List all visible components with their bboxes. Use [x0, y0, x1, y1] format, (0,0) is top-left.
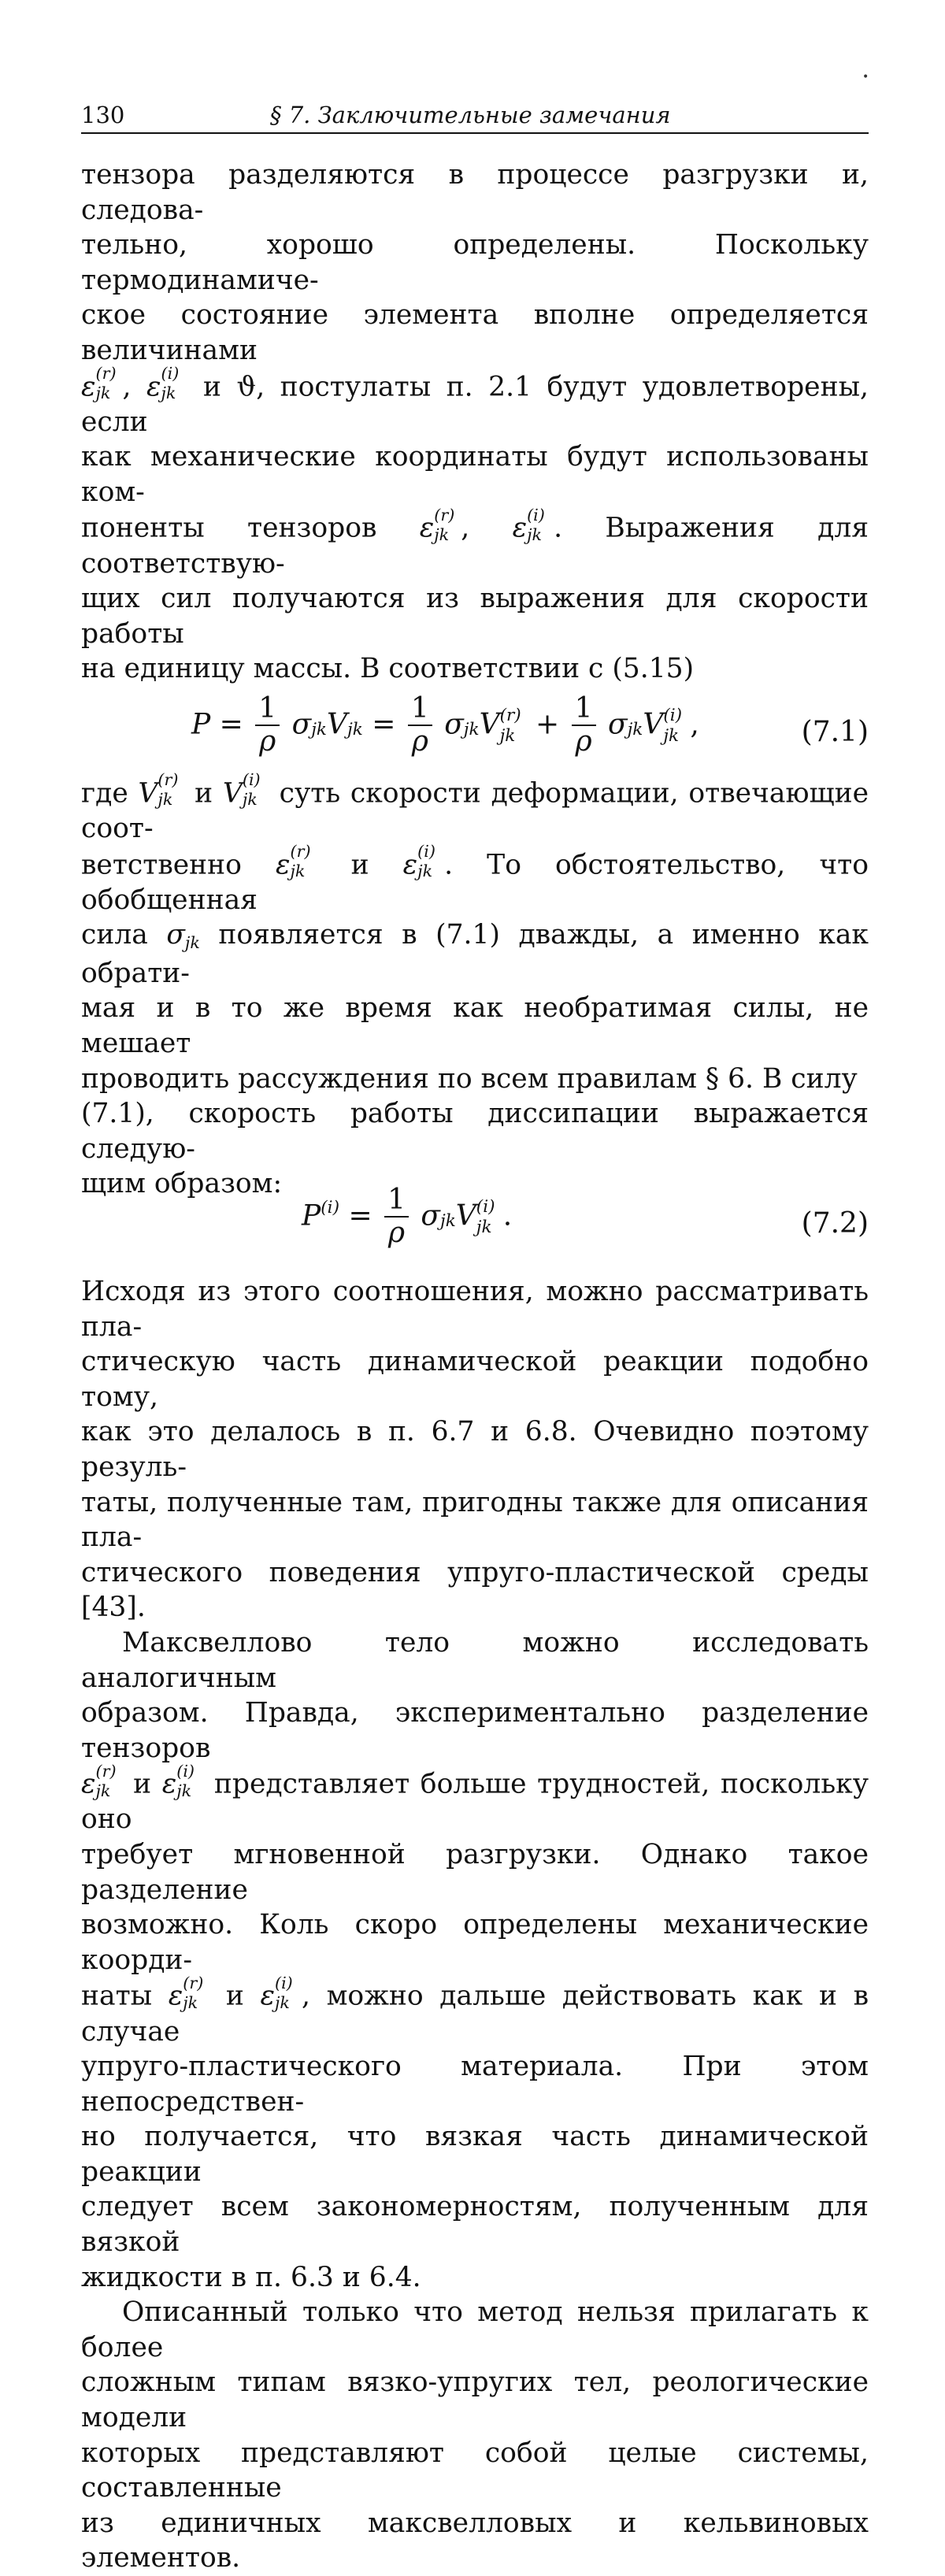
paragraph [81, 2295, 869, 2576]
fraction: 1 ρ [572, 693, 596, 758]
text-line: наты ε (r) jk и ε (i) jk , можно дальше действовать как и в случае [81, 1977, 869, 2049]
text-line: Описанный только что метод нельзя прилагать к более [81, 2295, 869, 2365]
text-line: Максвеллово тело можно исследовать аналогичным [81, 1625, 869, 1696]
epsilon-symbol: ε [146, 371, 161, 402]
running-title: § 7. Заключительные замечания [270, 101, 671, 129]
text-line: жидкости в п. 6.3 и 6.4. [81, 2260, 869, 2296]
text-line: тельно, хорошо определены. Поскольку термодинамиче- [81, 228, 869, 298]
text-line: Исходя из этого соотношения, можно рассматривать пла- [81, 1274, 869, 1344]
index-pair: (i) jk [161, 369, 188, 396]
equation-number: (7.2) [802, 1206, 869, 1242]
text-line: тензора разделяются в процессе разгрузки и, следова- [81, 158, 869, 228]
text-line: образом. Правда, экспериментально разделение тензоров [81, 1696, 869, 1766]
text-line: как это делалось в п. 6.7 и 6.8. Очевидно поэтому резуль- [81, 1414, 869, 1484]
text-line: проводить рассуждения по всем правилам § 6. В силу [81, 1062, 869, 1097]
text-line: но получается, что вязкая часть динамической реакции [81, 2119, 869, 2189]
text-line: требует мгновенной разгрузки. Однако такое разделение [81, 1837, 869, 1907]
text-line: щих сил получаются из выражения для скорости работы [81, 581, 869, 651]
text-line: из единичных максвелловых и кельвиновых элементов. [81, 2506, 869, 2576]
page-number: 130 [81, 101, 124, 129]
header-rule [81, 132, 869, 134]
text-line: ское состояние элемента вполне определяется величинами [81, 298, 869, 368]
scan-mark: • [862, 71, 869, 83]
equation-body: P = 1 ρ σjkVjk = 1 ρ σjkV (r) jk + 1 ρ σjkV (i) jk , [191, 693, 699, 758]
text-line: щим образом: [81, 1166, 869, 1202]
book-page [0, 0, 945, 1496]
text-line: сложным типам вязко-упругих тел, реологические модели [81, 2365, 869, 2435]
text-line: мая и в то же время как необратимая силы, не мешает [81, 991, 869, 1061]
text-line: стическую часть динамической реакции подобно тому, [81, 1344, 869, 1414]
text-line: сила σjk появляется в (7.1) дважды, а именно как обрати- [81, 917, 869, 991]
epsilon-symbol: ε [420, 513, 435, 544]
paragraph [81, 1625, 869, 2295]
fraction: 1 ρ [408, 693, 432, 758]
epsilon-symbol: ε [513, 513, 528, 544]
index-pair: (r) jk [434, 510, 461, 537]
equation-7-1 [81, 687, 869, 775]
text-line: (7.1), скорость работы диссипации выражается следую- [81, 1096, 869, 1166]
paragraph [81, 158, 869, 687]
text-line: ε (r) jk , ε (i) jk и ϑ, постулаты п. 2.1 будут удовлетворены, если [81, 369, 869, 440]
text-line: ветственно ε (r) jk и ε (i) jk . То обстоятельство, что обобщенная [81, 847, 869, 918]
equation-7-2 [81, 1178, 869, 1257]
text-line: как механические координаты будут использованы ком- [81, 439, 869, 510]
text-line: возможно. Коль скоро определены механические коорди- [81, 1907, 869, 1977]
text-line: упруго-пластического материала. При этом непосредствен- [81, 2049, 869, 2119]
equation-number: (7.1) [802, 715, 869, 751]
text-line: которых представляют собой целые системы, составленные [81, 2436, 869, 2506]
page-body [81, 158, 869, 2576]
text-line: стического поведения упруго-пластической среды [43]. [81, 1555, 869, 1625]
text-line: таты, полученные там, пригодны также для описания пла- [81, 1485, 869, 1555]
text-line: ε (r) jk и ε (i) jk представляет больше трудностей, поскольку оно [81, 1766, 869, 1837]
text-line: поненты тензоров ε (r) jk , ε (i) jk . Выражения для соответствую- [81, 510, 869, 581]
text-line: следует всем закономерностям, полученным для вязкой [81, 2189, 869, 2259]
page-header [81, 101, 869, 129]
epsilon-symbol: ε [81, 371, 96, 402]
index-pair: (r) jk [96, 369, 123, 396]
index-pair: (i) jk [527, 510, 554, 537]
fraction: 1 ρ [384, 1184, 409, 1249]
text-line: где V (r) jk и V (i) jk суть скорости деформации, отвечающие соот- [81, 775, 869, 847]
equation-body: P(i) = 1 ρ σjkV (i) jk . [302, 1184, 512, 1249]
fraction: 1 ρ [255, 693, 280, 758]
paragraph [81, 1274, 869, 1625]
text-line: на единицу массы. В соответствии с (5.15) [81, 651, 869, 687]
paragraph [81, 775, 869, 1202]
